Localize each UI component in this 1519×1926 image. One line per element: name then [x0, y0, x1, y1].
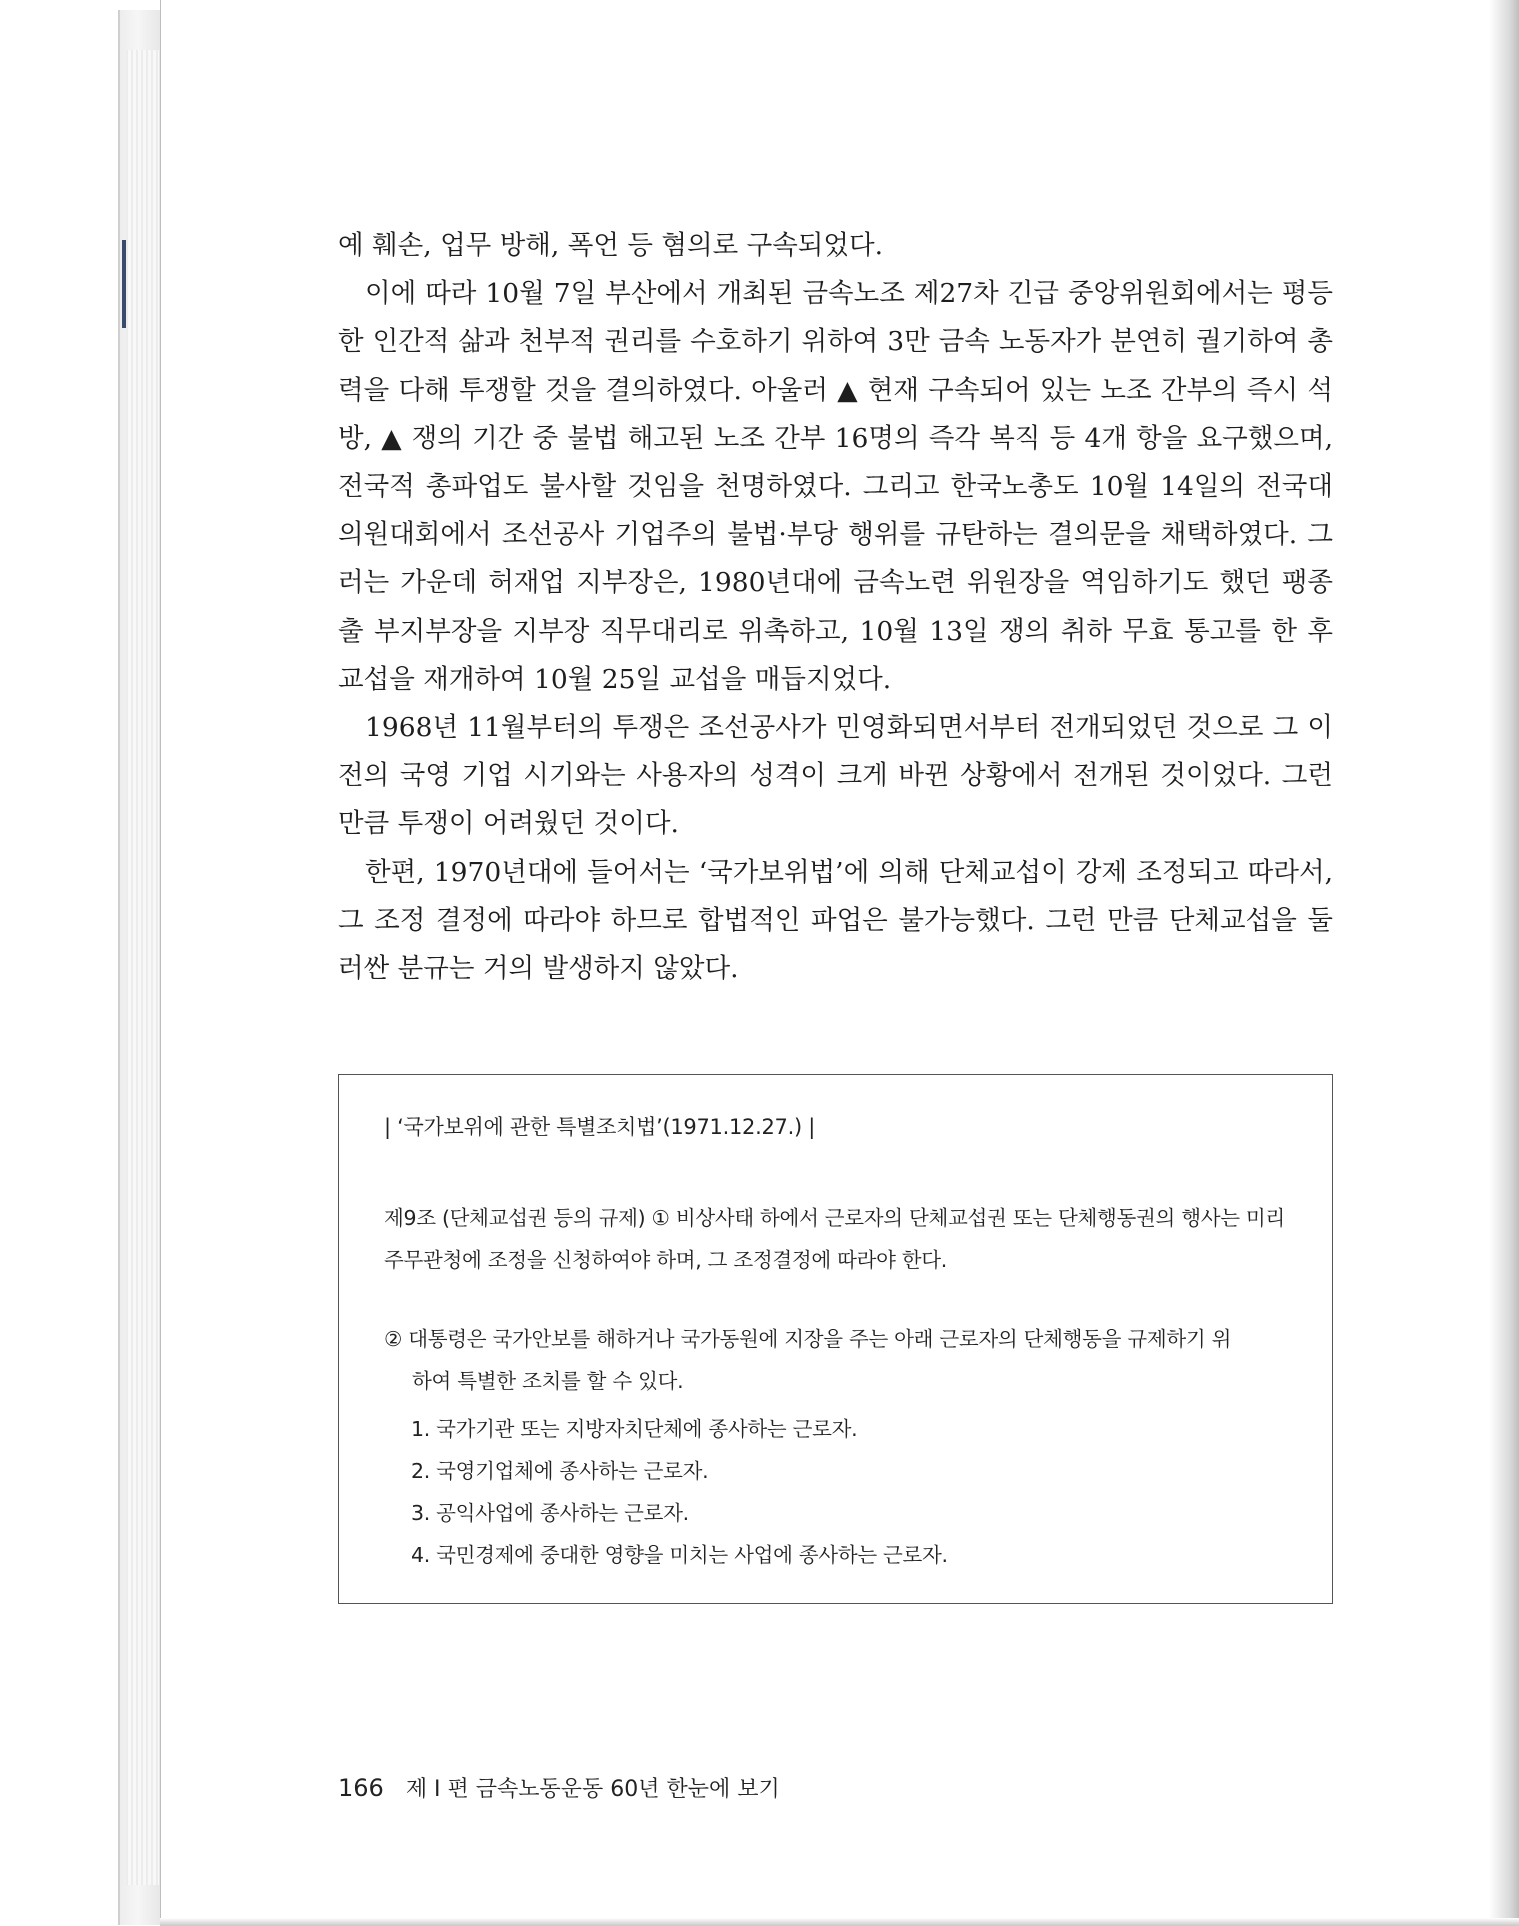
paragraph: 이에 따라 10월 7일 부산에서 개최된 금속노조 제27차 긴급 중앙위원회에서는 평등한 인간적 삶과 천부적 권리를 수호하기 위하여 3만 금속 노동자가 분연히 궐기하여 총력을 다해 투쟁할 것을 결의하였다. 아울러 ▲ 현재 구속되어 있는 노조 간부의 즉시 석방, ▲ 쟁의 기간 중 불법 해고된 노조 간부 16명의 즉각 복직 등 4개 항을 요구했으며, 전국적 총파업도 불사할 것임을 천명하였다. 그리고 한국노총도 10월 14일의 전국대의원대회에서 조선공사 기업주의 불법·부당 행위를 규탄하는 결의문을 채택하였다. 그러는 가운데 허재업 지부장은, 1980년대에 금속노련 위원장을 역임하기도 했던 팽종출 부지부장을 지부장 직무대리로 위촉하고, 10월 13일 쟁의 취하 무효 통고를 한 후 교섭을 재개하여 10월 25일 교섭을 매듭지었다.	[338, 278, 1333, 695]
list-item: 4. 국민경제에 중대한 영향을 미치는 사업에 종사하는 근로자.	[411, 1543, 948, 1567]
page-shadow-bottom	[160, 1918, 1519, 1926]
page-stack-lines	[126, 50, 159, 1885]
clause-2-line-2: 하여 특별한 조치를 할 수 있다.	[412, 1369, 684, 1393]
list-item: 1. 국가기관 또는 지방자치단체에 종사하는 근로자.	[411, 1417, 858, 1441]
page-shadow-right	[1489, 0, 1519, 1926]
page-footer	[338, 1772, 780, 1803]
paragraph: 한편, 1970년대에 들어서는 ‘국가보위법’에 의해 단체교섭이 강제 조정되고 따라서, 그 조정 결정에 따라야 하므로 합법적인 파업은 불가능했다. 그런 만큼 단체교섭을 둘러싼 분규는 거의 발생하지 않았다.	[338, 856, 1333, 985]
clause-2	[384, 1318, 1304, 1402]
box-title: | ‘국가보위에 관한 특별조치법’(1971.12.27.) |	[384, 1115, 816, 1139]
worker-list	[411, 1408, 948, 1576]
clause-2-line-1: ② 대통령은 국가안보를 해하거나 국가동원에 지장을 주는 아래 근로자의 단체행동을 규제하기 위	[384, 1327, 1232, 1351]
paragraph: 1968년 11월부터의 투쟁은 조선공사가 민영화되면서부터 전개되었던 것으로 그 이전의 국영 기업 시기와는 사용자의 성격이 크게 바뀐 상황에서 전개된 것이었다. 그런 만큼 투쟁이 어려웠던 것이다.	[338, 712, 1333, 840]
body-text	[338, 222, 1333, 993]
article-9-text: 제9조 (단체교섭권 등의 규제) ① 비상사태 하에서 근로자의 단체교섭권 또는 단체행동권의 행사는 미리 주무관청에 조정을 신청하여야 하며, 그 조정결정에 따라야 한다.	[384, 1206, 1285, 1272]
list-item: 3. 공익사업에 종사하는 근로자.	[411, 1501, 689, 1525]
list-item: 2. 국영기업체에 종사하는 근로자.	[411, 1459, 709, 1483]
running-title: 제 I 편 금속노동운동 60년 한눈에 보기	[405, 1777, 780, 1802]
bookmark-tab	[122, 240, 126, 328]
page-number: 166	[338, 1774, 384, 1802]
paragraph-continuation: 예 훼손, 업무 방해, 폭언 등 혐의로 구속되었다.	[338, 230, 884, 261]
law-excerpt-box	[338, 1074, 1333, 1604]
